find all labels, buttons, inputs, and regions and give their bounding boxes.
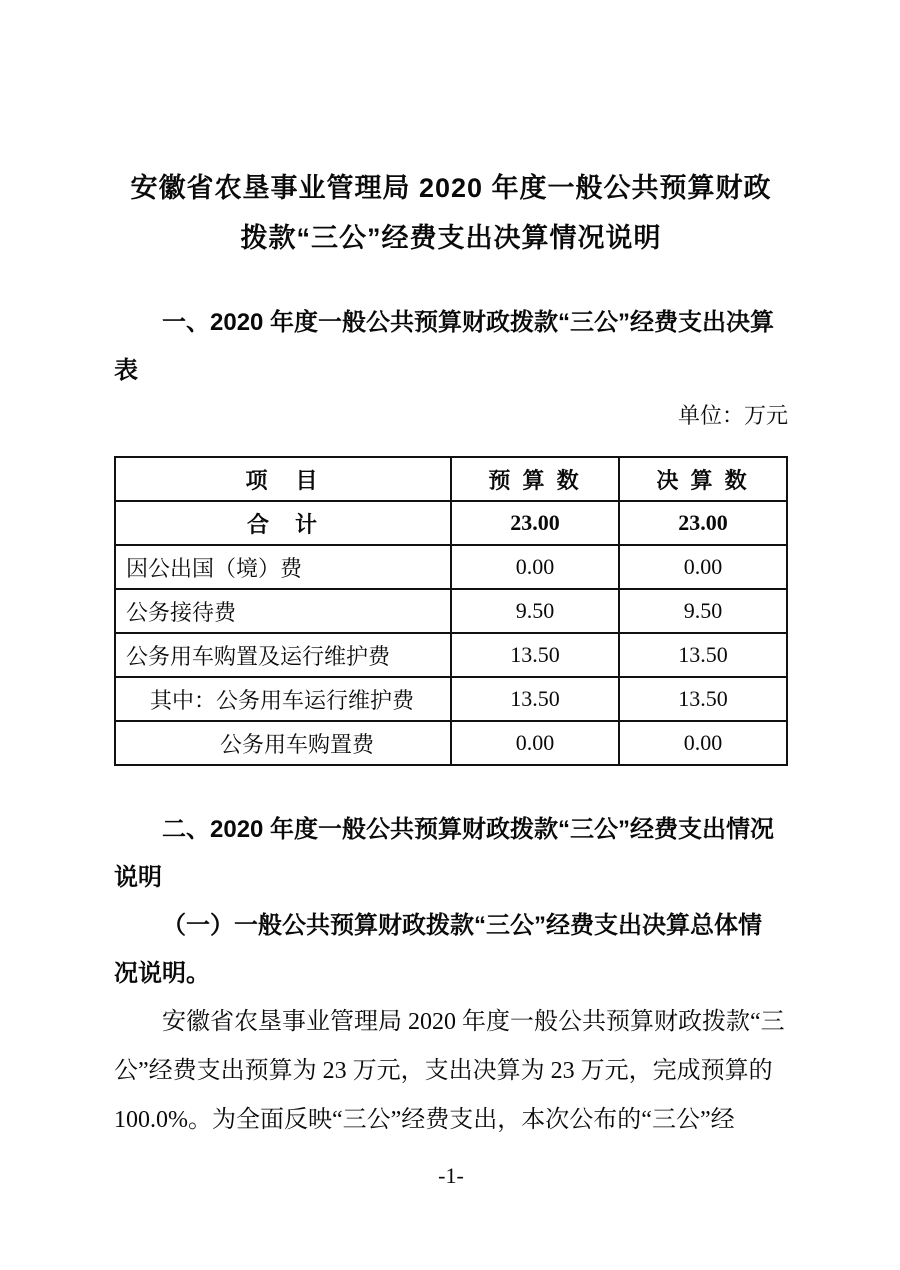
section-two-line-2: 说明	[114, 864, 162, 891]
header-item: 项 目	[115, 457, 451, 501]
subsection-one-heading	[114, 902, 788, 998]
final-value: 13.50	[619, 677, 787, 721]
header-final: 决 算 数	[619, 457, 787, 501]
table-header-row	[115, 457, 787, 501]
final-value: 9.50	[619, 589, 787, 633]
table-row-abroad	[115, 545, 787, 589]
document-title	[114, 163, 788, 263]
document-title-line-2: 拨款“三公”经费支出决算情况说明	[240, 223, 662, 253]
budget-table	[114, 456, 788, 766]
row-label: 公务用车购置费	[115, 721, 451, 765]
table-row-vehicle-total	[115, 633, 787, 677]
section-two-heading	[114, 806, 788, 902]
body-paragraph	[114, 998, 788, 1145]
budget-value: 0.00	[451, 545, 619, 589]
paragraph-line-2: 公”经费支出预算为 23 万元，支出决算为 23 万元，完成预算的	[114, 1058, 773, 1084]
section-one-line-2: 表	[114, 357, 138, 384]
paragraph-line-1: 安徽省农垦事业管理局 2020 年度一般公共预算财政拨款“三	[162, 1009, 785, 1035]
row-label: 合 计	[115, 501, 451, 545]
table-row-total	[115, 501, 787, 545]
budget-value: 0.00	[451, 721, 619, 765]
final-value: 0.00	[619, 545, 787, 589]
budget-value: 13.50	[451, 677, 619, 721]
unit-label: 单位：万元	[677, 403, 788, 428]
row-label: 其中：公务用车运行维护费	[115, 677, 451, 721]
row-label: 因公出国（境）费	[115, 545, 451, 589]
final-value: 0.00	[619, 721, 787, 765]
budget-value: 13.50	[451, 633, 619, 677]
table-row-reception	[115, 589, 787, 633]
final-value: 23.00	[619, 501, 787, 545]
final-value: 13.50	[619, 633, 787, 677]
subsection-one-line-1: （一）一般公共预算财政拨款“三公”经费支出决算总体情	[162, 912, 762, 939]
subsection-one-line-2: 况说明。	[114, 960, 210, 987]
budget-value: 23.00	[451, 501, 619, 545]
section-two-line-1: 二、2020 年度一般公共预算财政拨款“三公”经费支出情况	[162, 816, 775, 843]
page-number: -1-	[438, 1163, 464, 1188]
document-title-line-1: 安徽省农垦事业管理局 2020 年度一般公共预算财政	[130, 173, 772, 203]
section-one-line-1: 一、2020 年度一般公共预算财政拨款“三公”经费支出决算	[162, 309, 775, 336]
paragraph-line-3: 100.0%。为全面反映“三公”经费支出，本次公布的“三公”经	[114, 1107, 735, 1133]
table-row-vehicle-purchase	[115, 721, 787, 765]
row-label: 公务接待费	[115, 589, 451, 633]
header-budget: 预 算 数	[451, 457, 619, 501]
budget-value: 9.50	[451, 589, 619, 633]
table-row-vehicle-maintenance	[115, 677, 787, 721]
section-one-heading	[114, 299, 788, 395]
row-label: 公务用车购置及运行维护费	[115, 633, 451, 677]
